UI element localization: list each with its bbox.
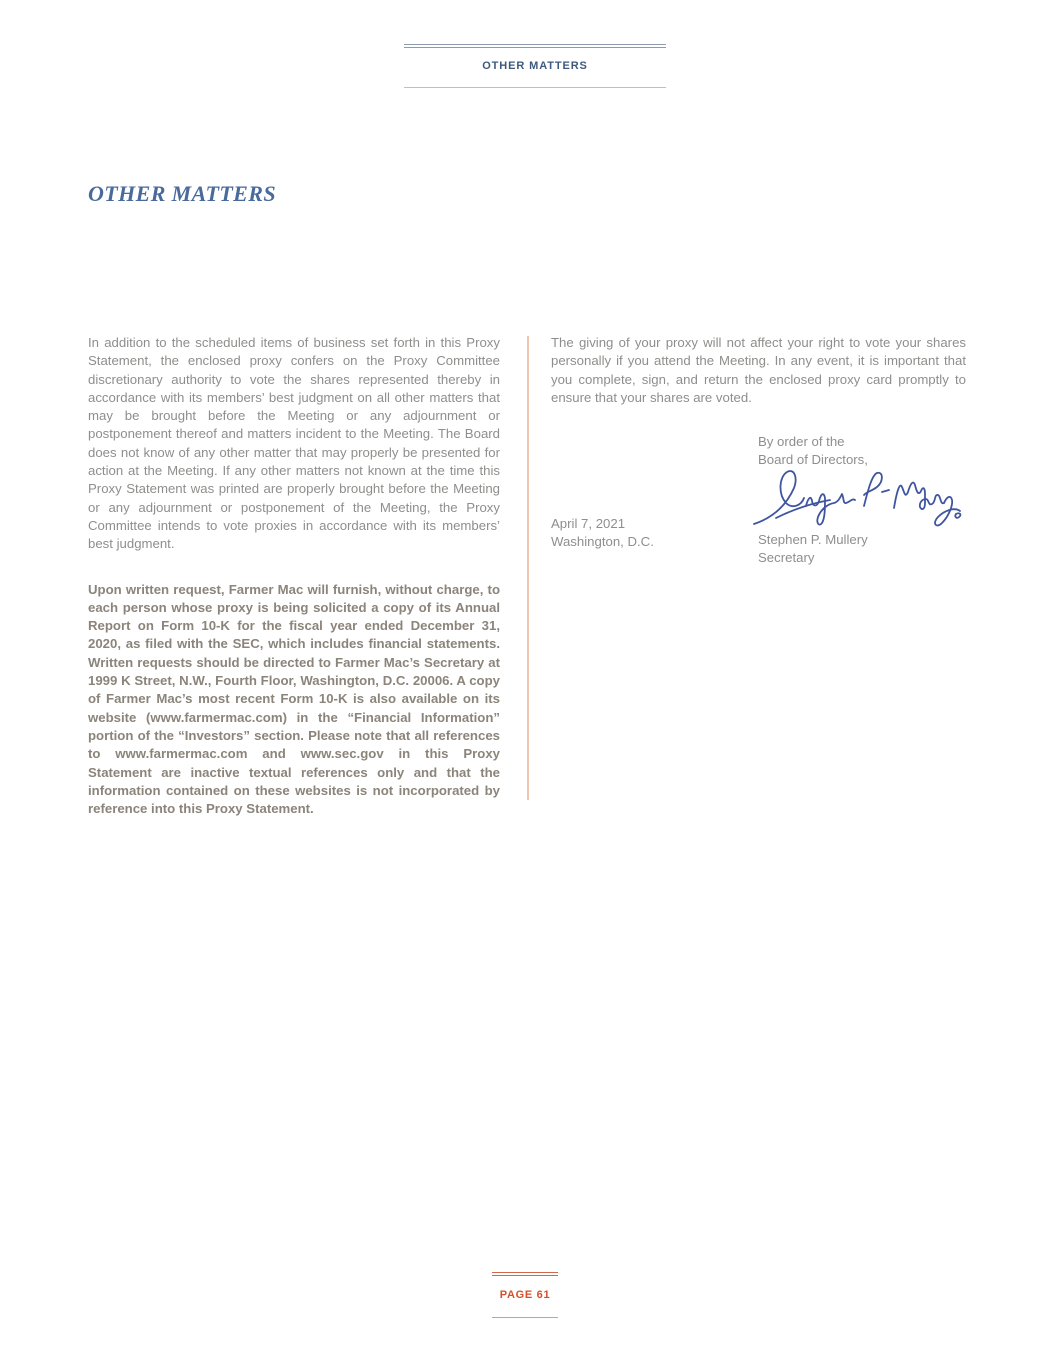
page-title: OTHER MATTERS	[88, 181, 276, 206]
signer-block	[758, 531, 868, 568]
right-paragraph-1: The giving of your proxy will not affect your right to vote your shares personally if you attend the Meeting. In any event, it is important that you complete, sign, and return the enclosed proxy card promptly to ensure that your shares are voted.	[551, 335, 966, 405]
footer-single-rule	[492, 1317, 558, 1318]
signer-name: Stephen P. Mullery	[758, 532, 868, 547]
running-header-label: OTHER MATTERS	[482, 60, 588, 72]
by-order-line-1: By order of the	[758, 434, 845, 449]
signer-title: Secretary	[758, 550, 815, 566]
by-order-line-2: Board of Directors,	[758, 452, 868, 468]
page-number-label: PAGE 61	[499, 1289, 551, 1301]
header-double-rule	[404, 44, 666, 48]
column-divider	[527, 336, 529, 800]
date-line: April 7, 2021	[551, 516, 626, 531]
left-paragraph-1: In addition to the scheduled items of business set forth in this Proxy Statement, the enclosed proxy confers on the Proxy Committee discretionary authority to vote the shares represented thereby in accordance with its members’ best judgment on all other matters that may be brought before the Meeting or any adjournment or postponement thereof and matters incident to the Meeting. The Board does not know of any other matter that may properly be presented for action at the Meeting. If any other matters not known at the time this Proxy Statement was printed are properly brought before the Meeting or any adjournment or postponement of the Meeting, the Proxy Committee intends to vote proxies in accordance with its members’ best judgment.	[88, 335, 500, 552]
dateline-block	[551, 515, 654, 552]
running-header	[404, 44, 666, 88]
header-single-rule	[404, 87, 666, 88]
left-column	[88, 334, 500, 818]
signature-image	[748, 462, 966, 536]
location-line: Washington, D.C.	[551, 534, 654, 550]
right-column	[551, 334, 966, 407]
left-paragraph-2: Upon written request, Farmer Mac will furnish, without charge, to each person whose proxy is being solicited a copy of its Annual Report on Form 10-K for the fiscal year ended December 31, 2020, as filed with the SEC, which includes financial statements. Written requests should be directed to Farmer Mac’s Secretary at 1999 K Street, N.W., Fourth Floor, Washington, D.C. 20006. A copy of Farmer Mac’s most recent Form 10-K is also available on its website (www.farmermac.com) in the “Financial Information” portion of the “Investors” section. Please note that all references to www.farmermac.com and www.sec.gov in this Proxy Statement are inactive textual references only and that the information contained on these websites is not incorporated by reference into this Proxy Statement.	[88, 581, 500, 817]
page-footer	[492, 1272, 558, 1318]
footer-double-rule	[492, 1272, 558, 1276]
